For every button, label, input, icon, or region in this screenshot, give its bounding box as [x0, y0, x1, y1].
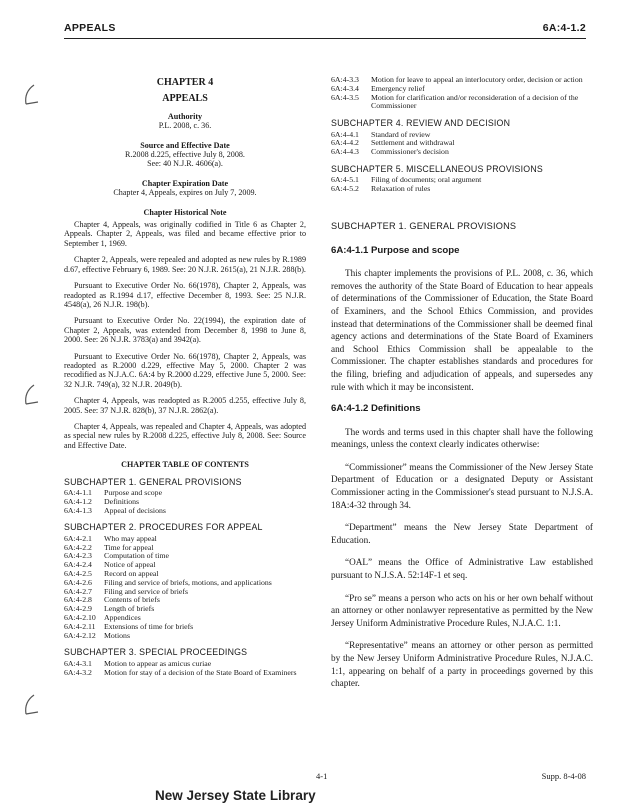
- toc-entry: 6A:4-3.3 Motion for leave to appeal an interlocutory order, decision or action: [331, 75, 583, 84]
- chapter-title: APPEALS: [162, 93, 208, 105]
- toc-entry: 6A:4-1.2 Definitions: [64, 496, 140, 506]
- history-note: Pursuant to Executive Order No. 66(1978), Chapter 2, Appeals, was readopted as R.2000 d.229, effective May 5, 2000. Chapter 2 was recodified as N.J.A.C. 6A:4 by R.2000 d.229, effective June 5, 2000. See: 32 N.J.R. 749(a), 32 N.J.R. 2049(b).: [64, 351, 306, 389]
- section-paragraph: The words and terms used in this chapter shall have the following meanings, unless the context clearly indicates otherwise:: [331, 426, 593, 450]
- source-line: R.2008 d.225, effective July 8, 2008.: [125, 150, 245, 160]
- toc-subchapter-heading: SUBCHAPTER 5. MISCELLANEOUS PROVISIONS: [331, 163, 543, 174]
- rule-body: [331, 220, 593, 690]
- toc-entry: 6A:4-4.1 Standard of review: [331, 129, 431, 139]
- toc-entry: 6A:4-2.9 Length of briefs: [64, 604, 155, 614]
- expiration-heading: Chapter Expiration Date: [141, 178, 229, 188]
- history-note: Chapter 4, Appeals, was originally codified in Title 6 as Chapter 2, Appeals. Chapter 2, Appeals, was filed and became effective prior to September 1, 1969.: [64, 220, 306, 248]
- left-column: [64, 72, 306, 677]
- running-header: [64, 22, 586, 36]
- toc-entry: 6A:4-2.11 Extensions of time for briefs: [64, 621, 194, 631]
- toc-entry: 6A:4-2.1 Who may appeal: [64, 533, 157, 543]
- header-title: APPEALS: [64, 22, 116, 34]
- header-rule: [64, 38, 586, 39]
- binding-mark-icon: [20, 82, 44, 112]
- toc-entry: 6A:4-2.3 Computation of time: [64, 551, 169, 561]
- body-subchapter-heading: SUBCHAPTER 1. GENERAL PROVISIONS: [331, 220, 517, 231]
- toc-subchapter-heading: SUBCHAPTER 2. PROCEDURES FOR APPEAL: [64, 522, 263, 533]
- toc-entry: 6A:4-3.1 Motion to appear as amicus curiae: [64, 658, 212, 668]
- source-line: See: 40 N.J.R. 4606(a).: [147, 159, 223, 169]
- binding-mark-icon: [20, 692, 44, 722]
- toc-entry: 6A:4-2.7 Filing and service of briefs: [64, 586, 189, 596]
- toc-entry: 6A:4-1.1 Purpose and scope: [64, 488, 163, 497]
- toc-entry: 6A:4-3.5 Motion for clarification and/or reconsideration of a decision of the Commissioner: [331, 92, 579, 111]
- definition-paragraph: “Representative” means an attorney or other person as permitted by the New Jersey Uniform Administrative Procedure Rules, N.J.A.C. 1:1, appearing on behalf of a party in proceedings governed by this chapter.: [331, 640, 593, 689]
- authority-heading: Authority: [167, 111, 203, 121]
- history-note: Chapter 4, Appeals, was repealed and Chapter 4, Appeals, was adopted as special new rules by R.2008 d.225, effective July 8, 2008. See: Source and Effective Date.: [64, 421, 306, 450]
- toc-entry: 6A:4-1.3 Appeal of decisions: [64, 505, 166, 515]
- supplement-date: Supp. 8-4-08: [541, 771, 586, 781]
- source-heading: Source and Effective Date: [140, 140, 230, 150]
- definition-paragraph: “OAL” means the Office of Administrative Law established pursuant to N.J.S.A. 52:14F-1 et seq.: [331, 557, 593, 581]
- library-stamp: New Jersey State Library: [155, 788, 316, 803]
- history-note: Chapter 2, Appeals, were repealed and adopted as new rules by R.1989 d.67, effective February 6, 1989. See: 20 N.J.R. 2615(a), 21 N.J.R. 288(b).: [64, 255, 306, 274]
- page-number: 4-1: [316, 771, 328, 781]
- section-text: This chapter implements the provisions of P.L. 2008, c. 36, which removes the authority of the State Board of Education to hear appeals of determinations of the Commissioner of Education, the State Board of Examiners, and the School Ethics Commission, and provides instead that determinations of the Commissioner shall be deemed final agency actions and determinations of the State Board of Examiners and School Ethics Commission shall be appealable to the Commissioner. The chapter establishes standards and procedures for the filing, briefing and adjudication of appeals, and supersedes any rule with which it may be inconsistent.: [331, 268, 593, 392]
- definition-paragraph: “Pro se” means a person who acts on his or her own behalf without an attorney or other nonlawyer representative as permitted by the New Jersey Uniform Administrative Procedure Rules, N.J.A.C. 1:1.: [331, 592, 593, 628]
- right-column: [331, 76, 593, 700]
- authority-text: P.L. 2008, c. 36.: [158, 121, 212, 131]
- toc-entry: 6A:4-5.1 Filing of documents; oral argument: [331, 175, 482, 185]
- section-heading: 6A:4-1.2 Definitions: [331, 403, 421, 415]
- toc-entry: 6A:4-2.2 Time for appeal: [64, 542, 154, 552]
- toc-entry: 6A:4-2.4 Notice of appeal: [64, 560, 156, 570]
- header-section: 6A:4-1.2: [542, 22, 586, 34]
- history-note: Pursuant to Executive Order No. 66(1978), Chapter 2, Appeals, was readopted as R.1994 d.17, effective December 8, 1993. See: 25 N.J.R. 4548(a), 26 N.J.R. 198(b).: [64, 281, 306, 309]
- history-note: Pursuant to Executive Order No. 22(1994), the expiration date of Chapter 2, Appeals, was extended from December 8, 1998 to June 8, 2000. See: 26 N.J.R. 3783(a) and 3942(a).: [64, 316, 306, 345]
- toc-entry: 6A:4-4.2 Settlement and withdrawal: [331, 138, 455, 148]
- toc-entry: 6A:4-2.12 Motions: [64, 630, 130, 640]
- binding-mark-icon: [20, 382, 44, 412]
- toc-subchapter-heading: SUBCHAPTER 3. SPECIAL PROCEEDINGS: [64, 647, 248, 658]
- toc-subchapter-heading: SUBCHAPTER 1. GENERAL PROVISIONS: [64, 476, 242, 487]
- toc-heading: CHAPTER TABLE OF CONTENTS: [121, 460, 249, 470]
- history-heading: Chapter Historical Note: [143, 207, 227, 217]
- definition-paragraph: “Commissioner” means the Commissioner of the New Jersey State Department of Education or a designated Deputy or Assistant Commissioner acting in the Commissioner's stead pursuant to N.J.S.A. 18A:4-32 through 34.: [331, 461, 593, 510]
- toc-subchapter-heading: SUBCHAPTER 4. REVIEW AND DECISION: [331, 118, 511, 129]
- chapter-number: CHAPTER 4: [156, 77, 214, 88]
- toc-entry: 6A:4-2.5 Record on appeal: [64, 568, 159, 578]
- toc-entry: 6A:4-5.2 Relaxation of rules: [331, 184, 431, 194]
- toc-entry: 6A:4-4.3 Commissioner's decision: [331, 147, 449, 157]
- toc-entry: 6A:4-3.4 Emergency relief: [331, 83, 425, 93]
- definition-paragraph: “Department” means the New Jersey State Department of Education.: [331, 522, 593, 545]
- toc-entry: 6A:4-2.10 Appendices: [64, 612, 141, 622]
- section-heading: 6A:4-1.1 Purpose and scope: [331, 244, 460, 256]
- toc-entry: 6A:4-2.8 Contents of briefs: [64, 595, 160, 605]
- toc-entry: 6A:4-2.6 Filing and service of briefs, motions, and applications: [64, 577, 272, 587]
- toc-entry: 6A:4-3.2 Motion for stay of a decision of the State Board of Examiners: [64, 667, 297, 677]
- expiration-text: Chapter 4, Appeals, expires on July 7, 2009.: [113, 188, 257, 198]
- history-note: Chapter 4, Appeals, was readopted as R.2005 d.255, effective July 8, 2005. See: 37 N.J.R. 828(b), 37 N.J.R. 2862(a).: [64, 396, 306, 415]
